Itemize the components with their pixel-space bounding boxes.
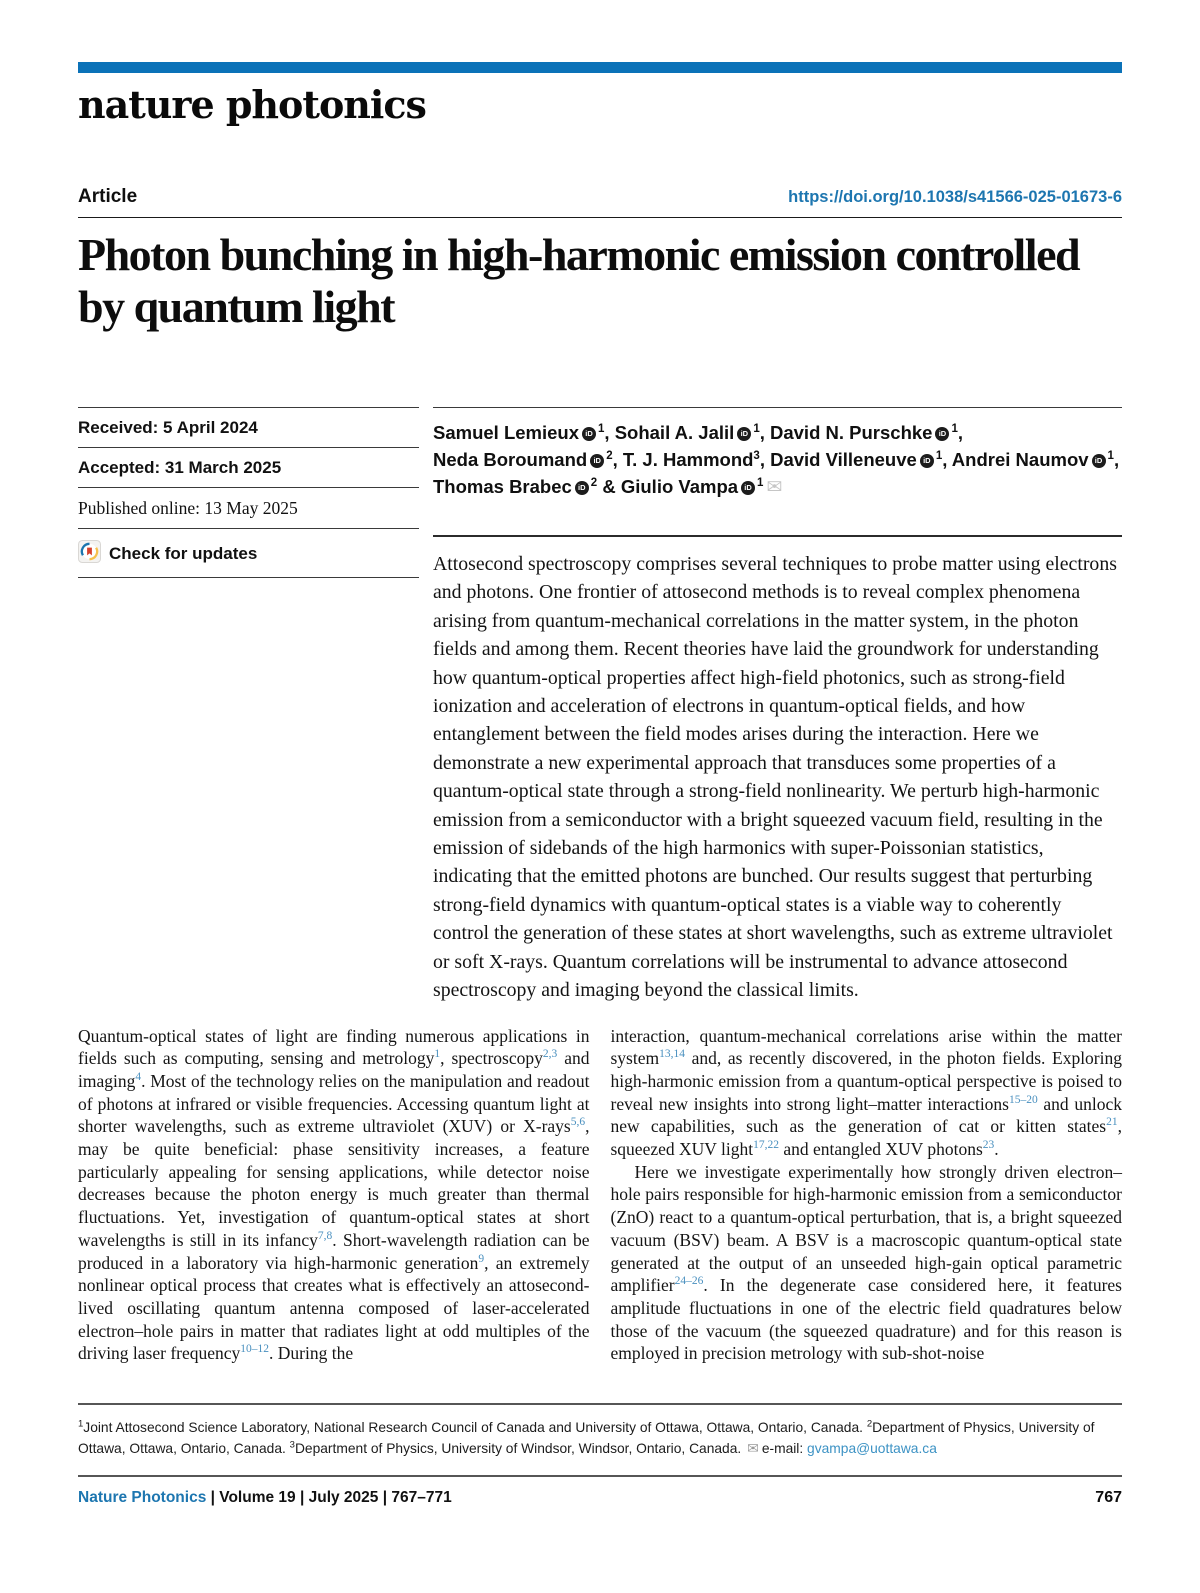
- reference-superscript[interactable]: 10–12: [240, 1343, 270, 1356]
- email-icon[interactable]: ✉: [766, 477, 783, 498]
- doi-link[interactable]: https://doi.org/10.1038/s41566-025-01673-6: [788, 188, 1122, 206]
- reference-superscript[interactable]: 5,6: [570, 1116, 586, 1129]
- affiliation-superscript: 1: [1107, 449, 1114, 462]
- page-footer: [78, 1489, 1122, 1507]
- check-for-updates-button[interactable]: [78, 528, 419, 578]
- reference-superscript[interactable]: 17,22: [753, 1139, 779, 1152]
- body-column-left: [78, 1025, 590, 1366]
- reference-superscript[interactable]: 13,14: [659, 1048, 685, 1061]
- footer-divider: [78, 1475, 1122, 1477]
- affiliation-superscript: 1: [753, 422, 760, 435]
- journal-citation: Nature Photonics | Volume 19 | July 2025 | 767–771: [78, 1489, 452, 1507]
- article-header-row: [78, 186, 1122, 208]
- affiliation-superscript: 1: [598, 422, 605, 435]
- reference-superscript[interactable]: 2,3: [542, 1048, 558, 1061]
- orcid-icon[interactable]: iD: [741, 481, 755, 495]
- orcid-icon[interactable]: iD: [1092, 454, 1106, 468]
- affiliation-superscript: 2: [866, 1418, 873, 1430]
- email-icon[interactable]: ✉: [747, 1440, 759, 1457]
- body-paragraph: interaction, quantum-mechanical correlations arise within the matter system$^{13,14}$ and, as recently discovered, in the photon fields. Exploring high-harmonic emission from a quantum-optical perspective is poised to reveal new insights into strong light–matter interactions$^{15-20}$ and unlock new capabilities, such as the generation of cat or kitten states$^{21}$, squeezed XUV light$^{17,22}$ and entangled XUV photons$^{23}$.: [610, 1025, 1122, 1160]
- reference-superscript[interactable]: 21: [1106, 1116, 1118, 1129]
- orcid-icon[interactable]: iD: [920, 454, 934, 468]
- text-link[interactable]: Nature Photonics: [78, 1489, 207, 1507]
- authors-and-abstract-column: [433, 407, 1122, 1005]
- reference-superscript[interactable]: 4: [135, 1071, 142, 1084]
- orcid-icon[interactable]: iD: [575, 481, 589, 495]
- check-for-updates-label[interactable]: Check for updates: [109, 543, 258, 563]
- text-link[interactable]: gvampa@uottawa.ca: [807, 1441, 937, 1457]
- meta-and-authors: [78, 407, 1122, 1005]
- body-column-right: [611, 1025, 1123, 1366]
- affiliation-superscript: 1: [935, 449, 943, 462]
- affiliation-superscript: 1: [78, 1418, 84, 1430]
- published-row: [78, 487, 419, 528]
- body-paragraph: Quantum-optical states of light are finding numerous applications in fields such as computing, sensing and metrology$^1$, spectroscopy$^{2,3}$ and imaging$^4$. Most of the technology relies on the manipulation and readout of photons at infrared or visible frequencies. Accessing quantum light at shorter wavelengths, such as extreme ultraviolet (XUV) or X-rays$^{5,6}$, may be quite beneficial: phase sensitivity increases, a feature particularly appealing for sensing applications, while detector noise decreases because the photon energy is much greater than thermal fluctuations. Yet, investigation of quantum-optical states at short wavelengths is still in its infancy$^{7,8}$. Short-wavelength radiation can be produced in a laboratory via high-harmonic generation$^9$, an extremely nonlinear optical process that creates what is effectively an attosecond-lived oscillating quantum antenna composed of laser-accelerated electron–hole pairs in matter that radiates light at odd multiples of the driving laser frequency$^{10-12}$. During the: [78, 1025, 590, 1364]
- orcid-icon[interactable]: iD: [935, 427, 949, 441]
- title-divider: [78, 217, 1122, 218]
- page-number: 767: [1095, 1489, 1122, 1507]
- accepted-date: Accepted: 31 March 2025: [78, 458, 282, 477]
- orcid-icon[interactable]: iD: [582, 427, 596, 441]
- reference-superscript[interactable]: 7,8: [317, 1230, 333, 1242]
- orcid-icon[interactable]: iD: [590, 454, 604, 468]
- received-row: [78, 407, 419, 447]
- affiliation-superscript: 3: [289, 1439, 295, 1451]
- abstract-text: Attosecond spectroscopy comprises several techniques to probe matter using electrons and photons. One frontier of attosecond methods is to reveal complex phenomena arising from quantum-mechanical correlations in the matter system, in the photon fields and among them. Recent theories have laid the groundwork for understanding how quantum-optical properties affect high-field photonics, such as strong-field ionization and acceleration of electrons in quantum-optical fields, and how entanglement between the field modes arises during the interaction. Here we demonstrate a new experimental approach that transduces some properties of a quantum-optical state through a strong-field nonlinearity. We perturb high-harmonic emission from a semiconductor with a bright squeezed vacuum field, resulting in the emission of sidebands of the high harmonics with super-Poissonian statistics, indicating that the emitted photons are bunched. Our results suggest that perturbing strong-field dynamics with quantum-optical states is a viable way to coherently control the generation of these states at short wavelengths, such as extreme ultraviolet or soft X-rays. Quantum correlations will be instrumental to advance attosecond spectroscopy and imaging beyond the classical limits.: [433, 535, 1122, 1005]
- affiliation-superscript: 1: [757, 476, 764, 489]
- body-paragraph: Here we investigate experimentally how strongly driven electron–hole pairs responsible for high-harmonic emission from a semiconductor (ZnO) react to a quantum-optical perturbation, that is, a bright squeezed vacuum (BSV) beam. A BSV is a macroscopic quantum-optical state generated at the output of an unseeded high-gain optical parametric amplifier$^{24-26}$. In the degenerate case considered here, it features amplitude fluctuations in one of the electric field quadratures below those of the vacuum (the squeezed quadrature) and for this reason is employed in precision metrology with sub-shot-noise: [610, 1161, 1122, 1364]
- article-type-label: Article: [78, 186, 138, 207]
- accepted-row: [78, 447, 419, 487]
- affiliation-superscript: 3: [753, 449, 760, 462]
- reference-superscript[interactable]: 24–26: [674, 1275, 704, 1288]
- received-date: Received: 5 April 2024: [78, 418, 258, 437]
- reference-superscript[interactable]: 23: [982, 1139, 995, 1152]
- brand-color-bar: [78, 62, 1122, 73]
- author-list: Samuel Lemieux iD $^1$, Sohail A. Jalil iD $^1$, David N. Purschke iD $^1$, Neda Boroumand iD $^2$, T. J. Hammond$^3$, David Villeneuve iD $^1$, Andrei Naumov iD $^1$, Thomas Brabec iD $^2$ & Giulio Vampa iD $^1$ ✉: [433, 407, 1122, 501]
- reference-superscript[interactable]: 1: [434, 1048, 441, 1061]
- published-date: Published online: 13 May 2025: [78, 498, 298, 518]
- affiliation-superscript: 1: [951, 422, 958, 435]
- affiliations-footnote: $^1$Joint Attosecond Science Laboratory, National Research Council of Canada and University of Ottawa, Ottawa, Ontario, Canada. $^2$Department of Physics, University of Ottawa, Ottawa, Ontario, Canada. $^3$Department of Physics, University of Windsor, Windsor, Ontario, Canada. ✉ e-mail: gvampa@uottawa.ca: [78, 1403, 1122, 1459]
- orcid-icon[interactable]: iD: [737, 427, 751, 441]
- journal-logo: nature photonics: [78, 82, 426, 127]
- affiliation-superscript: 2: [590, 476, 598, 489]
- article-history-panel: [78, 407, 419, 578]
- crossmark-icon: [78, 540, 101, 567]
- body-columns: [78, 1025, 1122, 1366]
- page-title: Photon bunching in high-harmonic emission controlled by quantum light: [78, 229, 1080, 332]
- reference-superscript[interactable]: 15–20: [1009, 1093, 1038, 1106]
- reference-superscript[interactable]: 9: [478, 1252, 485, 1265]
- affiliation-superscript: 2: [606, 449, 613, 462]
